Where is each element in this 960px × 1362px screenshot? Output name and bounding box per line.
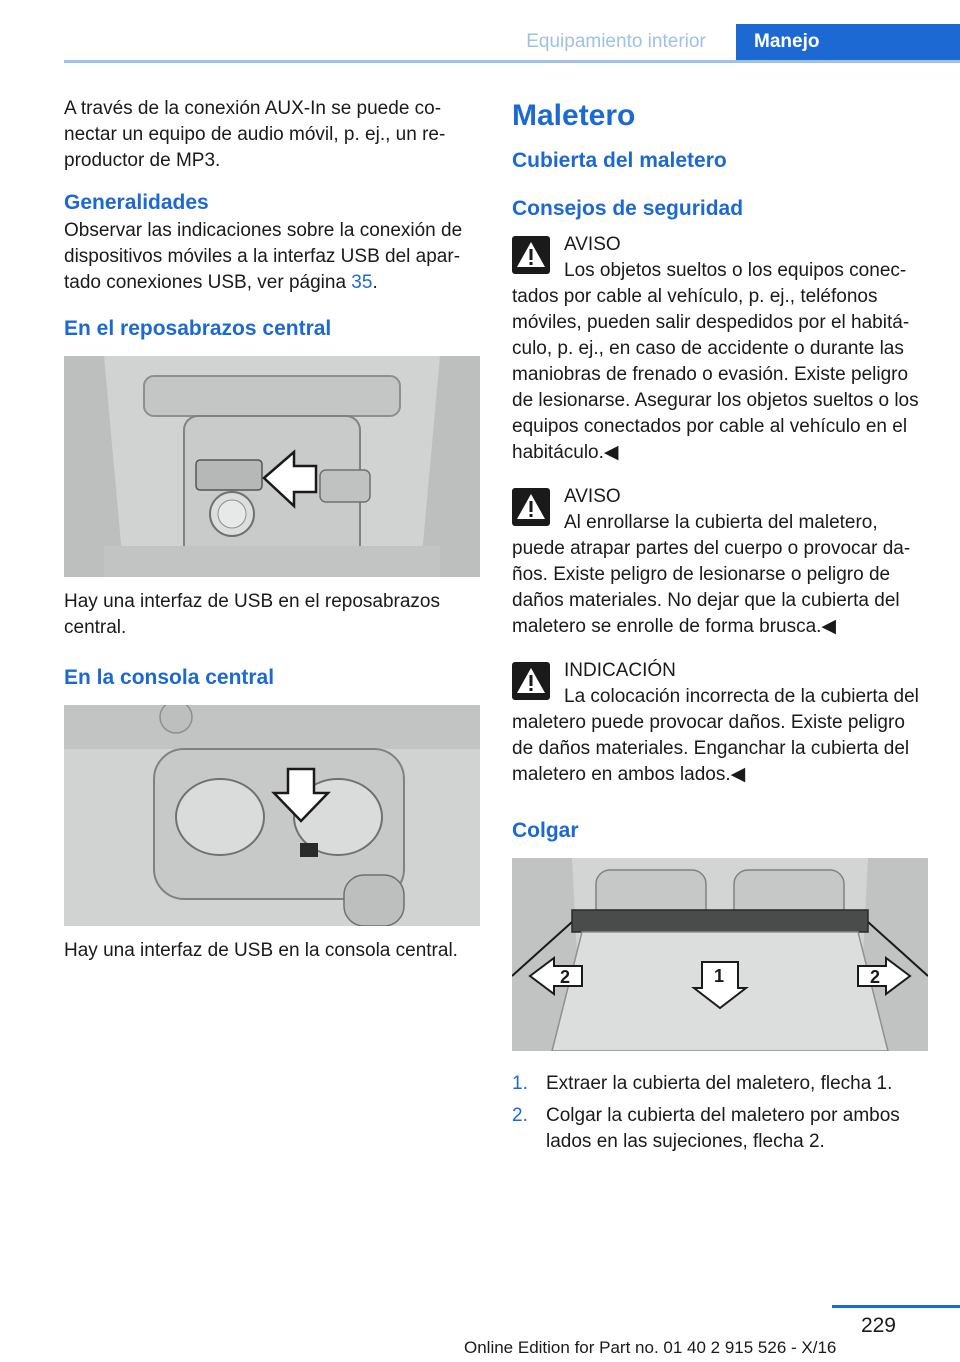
notice-text: La colocación incorrecta de la cubierta del maletero puede provocar daños. Existe peligro de daños materiales. Enganchar la cubierta del maletero en ambos lados.◀ bbox=[512, 686, 919, 785]
header-rule bbox=[64, 60, 960, 63]
cubierta-heading: Cubierta del maletero bbox=[512, 149, 727, 172]
figure-arrow-label: 2 bbox=[560, 967, 571, 987]
console-caption: Hay una interfaz de USB en la consola central. bbox=[64, 940, 458, 961]
console-heading: En la consola central bbox=[64, 666, 275, 689]
notice-block bbox=[512, 658, 928, 788]
edition-note: Online Edition for Part no. 01 40 2 915 526 - X/16 bbox=[464, 1338, 837, 1357]
header-chapter-tab: Manejo bbox=[736, 24, 960, 60]
warning-title: AVISO bbox=[564, 486, 621, 507]
steps-list bbox=[512, 1071, 928, 1155]
maletero-heading: Maletero bbox=[512, 99, 636, 132]
figure-arrow-label: 1 bbox=[714, 966, 725, 986]
step-number: 2. bbox=[512, 1105, 528, 1126]
header-section-tab: Equipamiento interior bbox=[526, 31, 706, 52]
colgar-heading: Colgar bbox=[512, 819, 579, 842]
armrest-caption: Hay una interfaz de USB en el reposabrazos central. bbox=[64, 591, 440, 638]
generalidades-paragraph bbox=[64, 218, 480, 296]
step-number: 1. bbox=[512, 1073, 528, 1094]
warning-block-2 bbox=[512, 484, 928, 640]
warning-text: Los objetos sueltos o los equipos conectados por cable al vehículo, p. ej., teléfonos móviles, pueden salir despedidos por el habitáculo, p. ej., en caso de accidente o durante las maniobras de frenado o evasión. Existe peligro de lesionarse. Asegurar los objetos sueltos o los equipos conectados por cable al vehículo en el habitáculo.◀ bbox=[512, 260, 919, 463]
intro-paragraph: A través de la conexión AUX-In se puede conectar un equipo de audio móvil, p. ej., un reproductor de MP3. bbox=[64, 98, 446, 171]
generalidades-heading: Generalidades bbox=[64, 191, 209, 214]
warning-triangle-icon bbox=[512, 662, 550, 700]
page-link[interactable]: 35 bbox=[351, 272, 373, 293]
armrest-usb-figure bbox=[64, 356, 480, 577]
warning-triangle-icon bbox=[512, 488, 550, 526]
warning-block-1 bbox=[512, 232, 928, 466]
page-number: 229 bbox=[860, 1314, 896, 1337]
footer-rule bbox=[832, 1305, 960, 1308]
generalidades-text: Observar las indicaciones sobre la conexión de dispositivos móviles a la interfaz USB del apartado conexiones USB, ver página bbox=[64, 220, 463, 293]
notice-title: INDICACIÓN bbox=[564, 660, 676, 681]
warning-triangle-icon bbox=[512, 236, 550, 274]
left-column bbox=[64, 96, 480, 964]
safety-heading: Consejos de seguridad bbox=[512, 197, 744, 220]
step-text: Extraer la cubierta del maletero, flecha 1. bbox=[546, 1073, 893, 1094]
list-item bbox=[512, 1071, 928, 1097]
warning-text: Al enrollarse la cubierta del maletero, puede atrapar partes del cuerpo o provocar daños. Existe peligro de lesionarse o peligro de daños materiales. No dejar que la cubierta del maletero se enrolle de forma brusca.◀ bbox=[512, 512, 911, 637]
step-text: Colgar la cubierta del maletero por ambos lados en las sujeciones, flecha 2. bbox=[546, 1105, 900, 1152]
figure-arrow-label: 2 bbox=[870, 967, 881, 987]
right-column bbox=[512, 96, 928, 1155]
trunk-cover-figure bbox=[512, 858, 928, 1051]
generalidades-end: . bbox=[372, 272, 378, 293]
console-usb-figure bbox=[64, 705, 480, 926]
warning-title: AVISO bbox=[564, 234, 621, 255]
armrest-heading: En el reposabrazos central bbox=[64, 317, 332, 340]
list-item bbox=[512, 1103, 928, 1155]
